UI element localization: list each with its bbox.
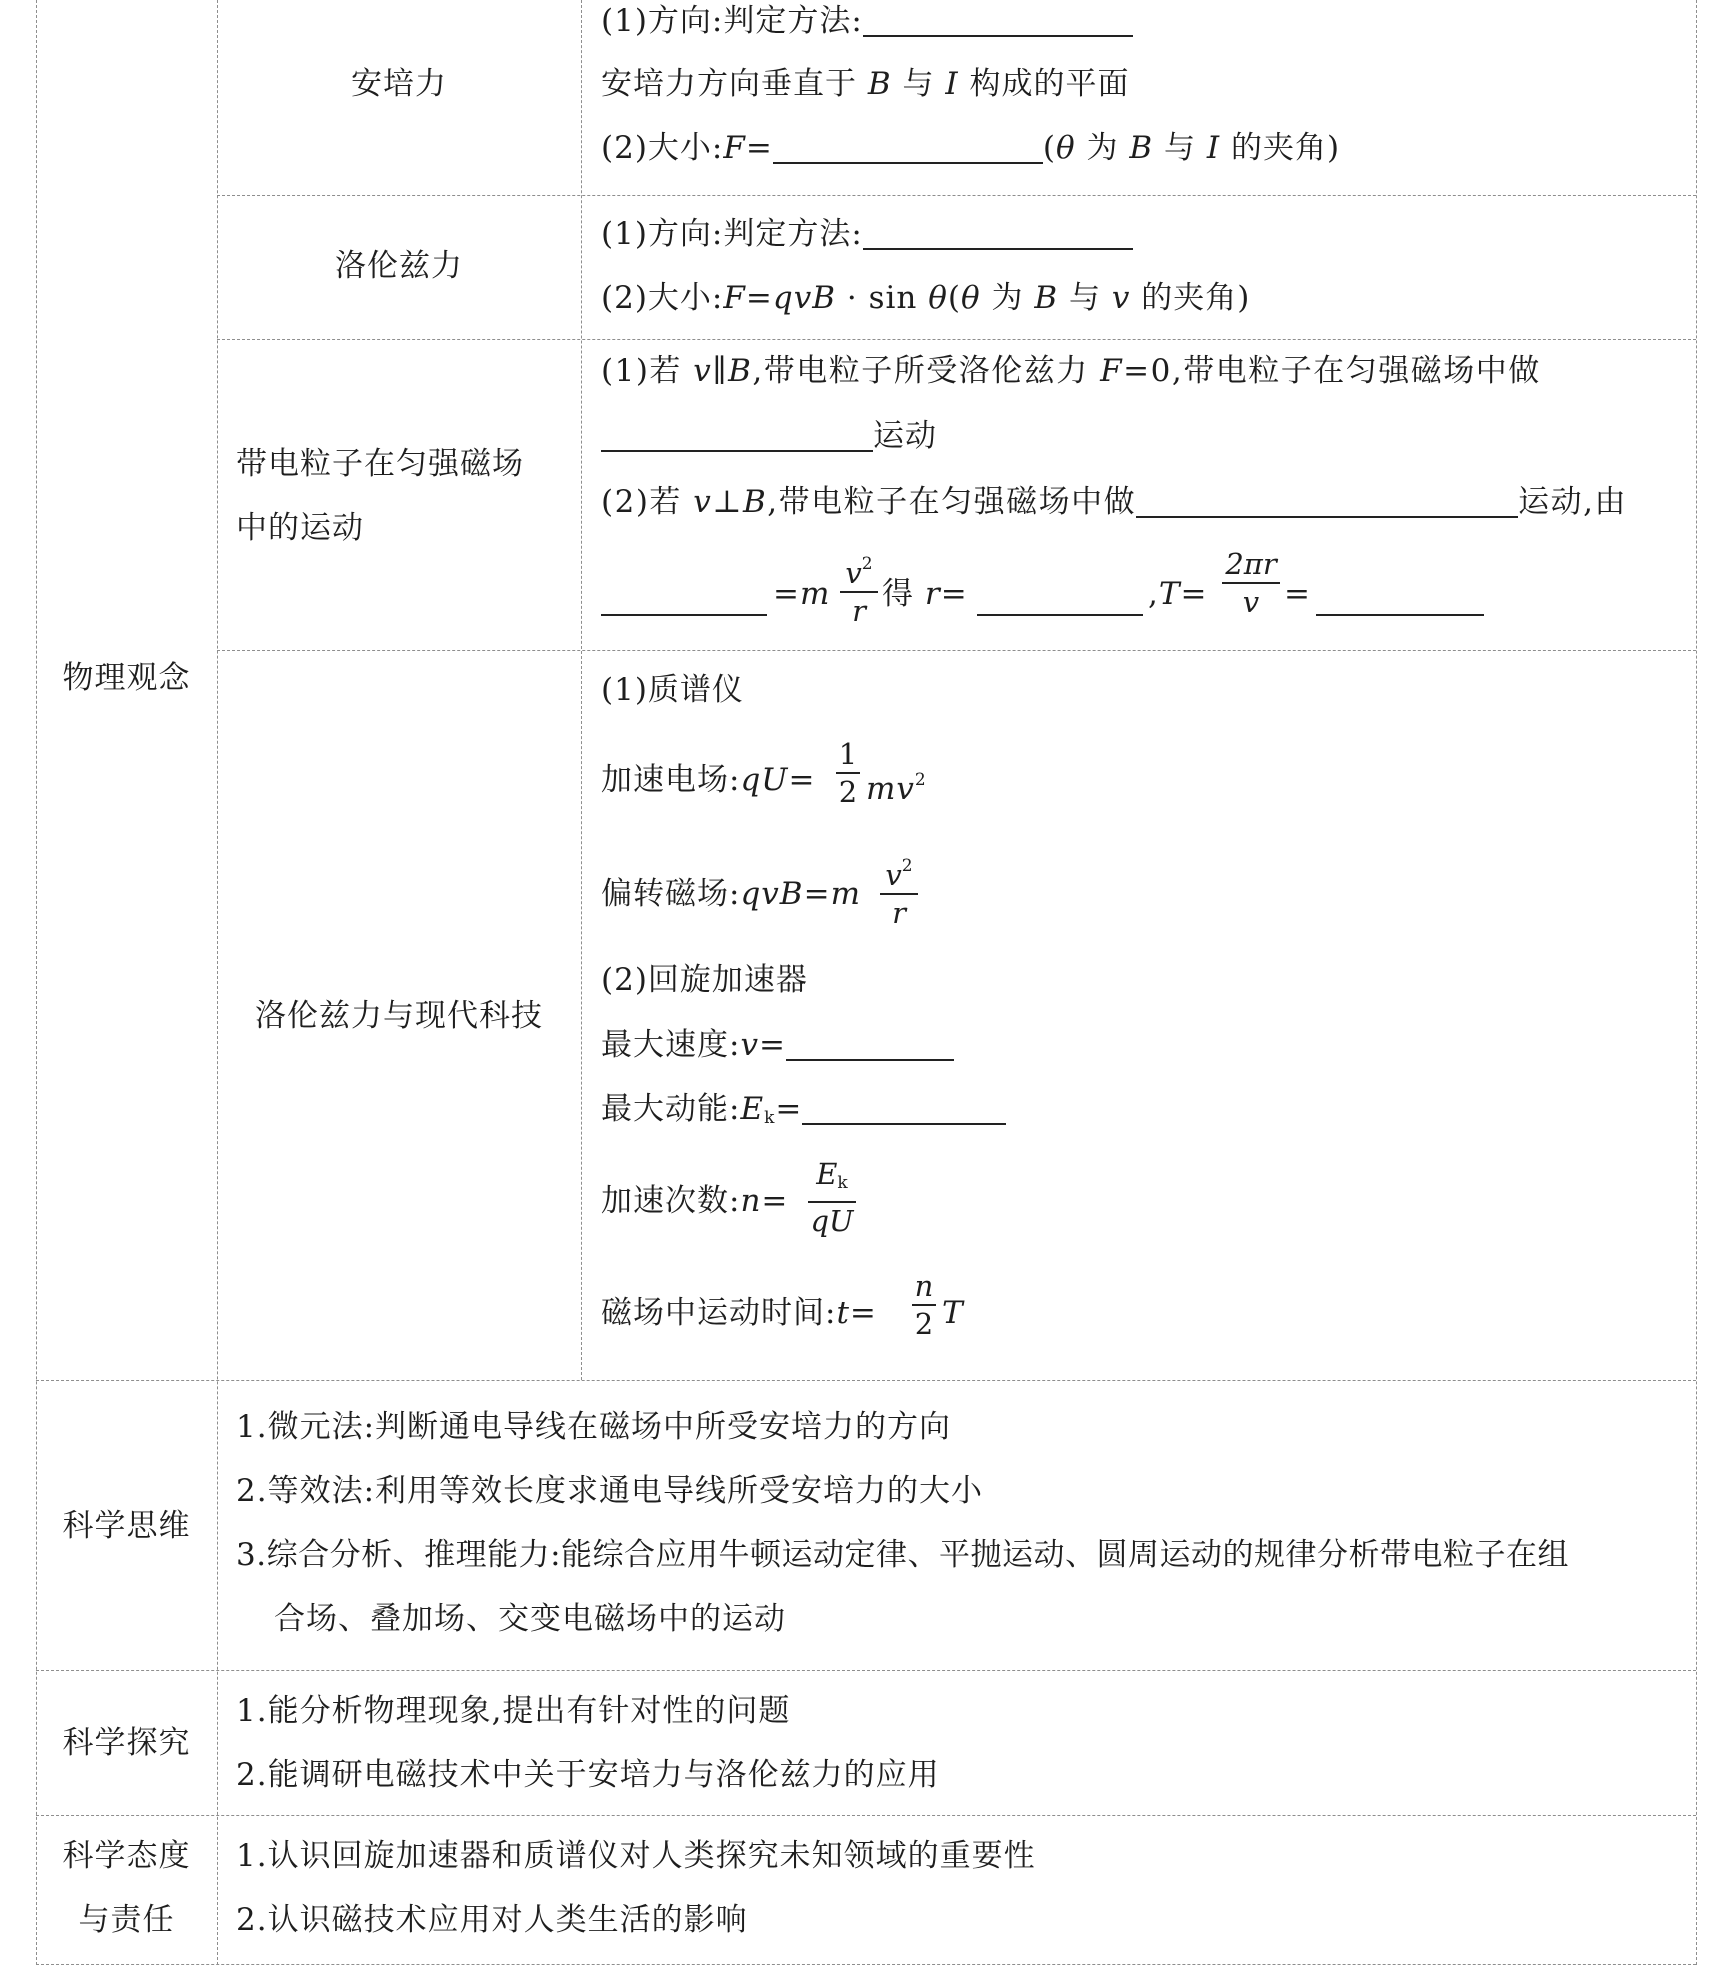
- ampere-magnitude-line: (2)大小:F= (θ 为 B 与 I 的夹角): [601, 130, 1341, 166]
- formula-period-equals: =: [1284, 576, 1311, 612]
- formula-radius: 得 r=: [882, 576, 968, 612]
- fraction-2pir-over-v: 2πr v: [1222, 548, 1280, 618]
- answer-blank[interactable]: [786, 1029, 954, 1061]
- list-item: 1.微元法:判断通电导线在磁场中所受安培力的方向: [236, 1409, 952, 1445]
- particle-parallel-cont: 运动: [601, 418, 937, 454]
- list-item: 1.认识回旋加速器和质谱仪对人类探究未知领域的重要性: [236, 1838, 1036, 1874]
- deflection-field-line: 偏转磁场:qvB=m: [601, 876, 861, 912]
- section-label-inquiry: 科学探究: [62, 1725, 191, 1761]
- answer-blank[interactable]: [863, 218, 1133, 250]
- answer-blank[interactable]: [977, 584, 1143, 616]
- topic-label-tech: 洛伦兹力与现代科技: [255, 998, 543, 1034]
- answer-blank[interactable]: [1136, 486, 1518, 518]
- acceleration-rhs: $mv^2$: [866, 770, 927, 807]
- topic-column-divider: [581, 0, 582, 1380]
- list-item-continuation: 合场、叠加场、交变电磁场中的运动: [274, 1601, 786, 1637]
- row-divider-thinking: [36, 1670, 1696, 1671]
- time-in-field-line: 磁场中运动时间:t=: [601, 1295, 877, 1331]
- row-divider-inquiry: [36, 1815, 1696, 1816]
- section-label-attitude-line2: 与责任: [78, 1902, 175, 1938]
- topic-label-lorentz: 洛伦兹力: [335, 248, 463, 284]
- answer-blank[interactable]: [601, 420, 873, 452]
- answer-blank[interactable]: [773, 132, 1043, 164]
- answer-blank[interactable]: [863, 5, 1133, 37]
- table-bottom-border: [36, 1964, 1696, 1965]
- row-divider-concept: [36, 1380, 1696, 1381]
- acceleration-count-line: 加速次数:n=: [601, 1183, 789, 1219]
- section-label-concept: 物理观念: [62, 660, 191, 696]
- list-item: 2.能调研电磁技术中关于安培力与洛伦兹力的应用: [236, 1757, 940, 1793]
- ampere-plane-line: 安培力方向垂直于 B 与 I 构成的平面: [601, 66, 1130, 102]
- fraction-v2-over-r: $v^2$ r: [840, 548, 878, 627]
- list-item: 1.能分析物理现象,提出有针对性的问题: [236, 1693, 791, 1729]
- answer-blank[interactable]: [1316, 584, 1484, 616]
- section-label-thinking: 科学思维: [62, 1508, 191, 1544]
- topic-label-particle-line1: 带电粒子在匀强磁场: [236, 446, 524, 482]
- list-item: 2.等效法:利用等效长度求通电导线所受安培力的大小: [236, 1473, 984, 1509]
- fraction-v2-over-r-deflection: $v^2$ r: [880, 850, 918, 929]
- max-kinetic-energy-line: 最大动能$:E_k=$: [601, 1091, 1006, 1136]
- fraction-ek-over-qu: $E_k$ qU: [808, 1158, 856, 1237]
- particle-perpendicular-line: (2)若 v⊥B,带电粒子在匀强磁场中做 运动,由: [601, 484, 1627, 520]
- lorentz-magnitude-line: (2)大小:F=qvB · sin θ(θ 为 B 与 v 的夹角): [601, 280, 1251, 316]
- lorentz-direction-line: (1)方向:判定方法:: [601, 216, 1133, 252]
- topic-label-particle-line2: 中的运动: [236, 510, 364, 546]
- cyclotron-heading: (2)回旋加速器: [601, 962, 808, 998]
- time-rhs: T: [942, 1295, 964, 1331]
- topic-label-ampere: 安培力: [351, 66, 447, 102]
- section-label-attitude-line1: 科学态度: [62, 1838, 191, 1874]
- row-divider-particle: [217, 650, 1696, 651]
- table-right-border: [1696, 0, 1697, 1965]
- particle-parallel-line: (1)若 v∥B,带电粒子所受洛伦兹力 F=0,带电粒子在匀强磁场中做: [601, 353, 1541, 389]
- fraction-one-half: 1 2: [836, 738, 860, 808]
- row-divider-lorentz: [217, 339, 1696, 340]
- list-item: 2.认识磁技术应用对人类生活的影响: [236, 1902, 748, 1938]
- list-item: 3.综合分析、推理能力:能综合应用牛顿运动定律、平抛运动、圆周运动的规律分析带电粒子在组: [236, 1537, 1570, 1573]
- mass-spectrometer-heading: (1)质谱仪: [601, 672, 744, 708]
- acceleration-field-line: 加速电场:qU=: [601, 762, 816, 798]
- answer-blank[interactable]: [802, 1093, 1006, 1125]
- max-velocity-line: 最大速度:v=: [601, 1027, 954, 1063]
- ampere-direction-line: (1)方向:判定方法:: [601, 3, 1133, 39]
- answer-blank[interactable]: [601, 584, 767, 616]
- fraction-n-over-2: n 2: [912, 1270, 936, 1340]
- formula-equals: =m: [773, 576, 831, 612]
- formula-period: ,T=: [1148, 576, 1208, 612]
- row-divider-ampere: [217, 195, 1696, 196]
